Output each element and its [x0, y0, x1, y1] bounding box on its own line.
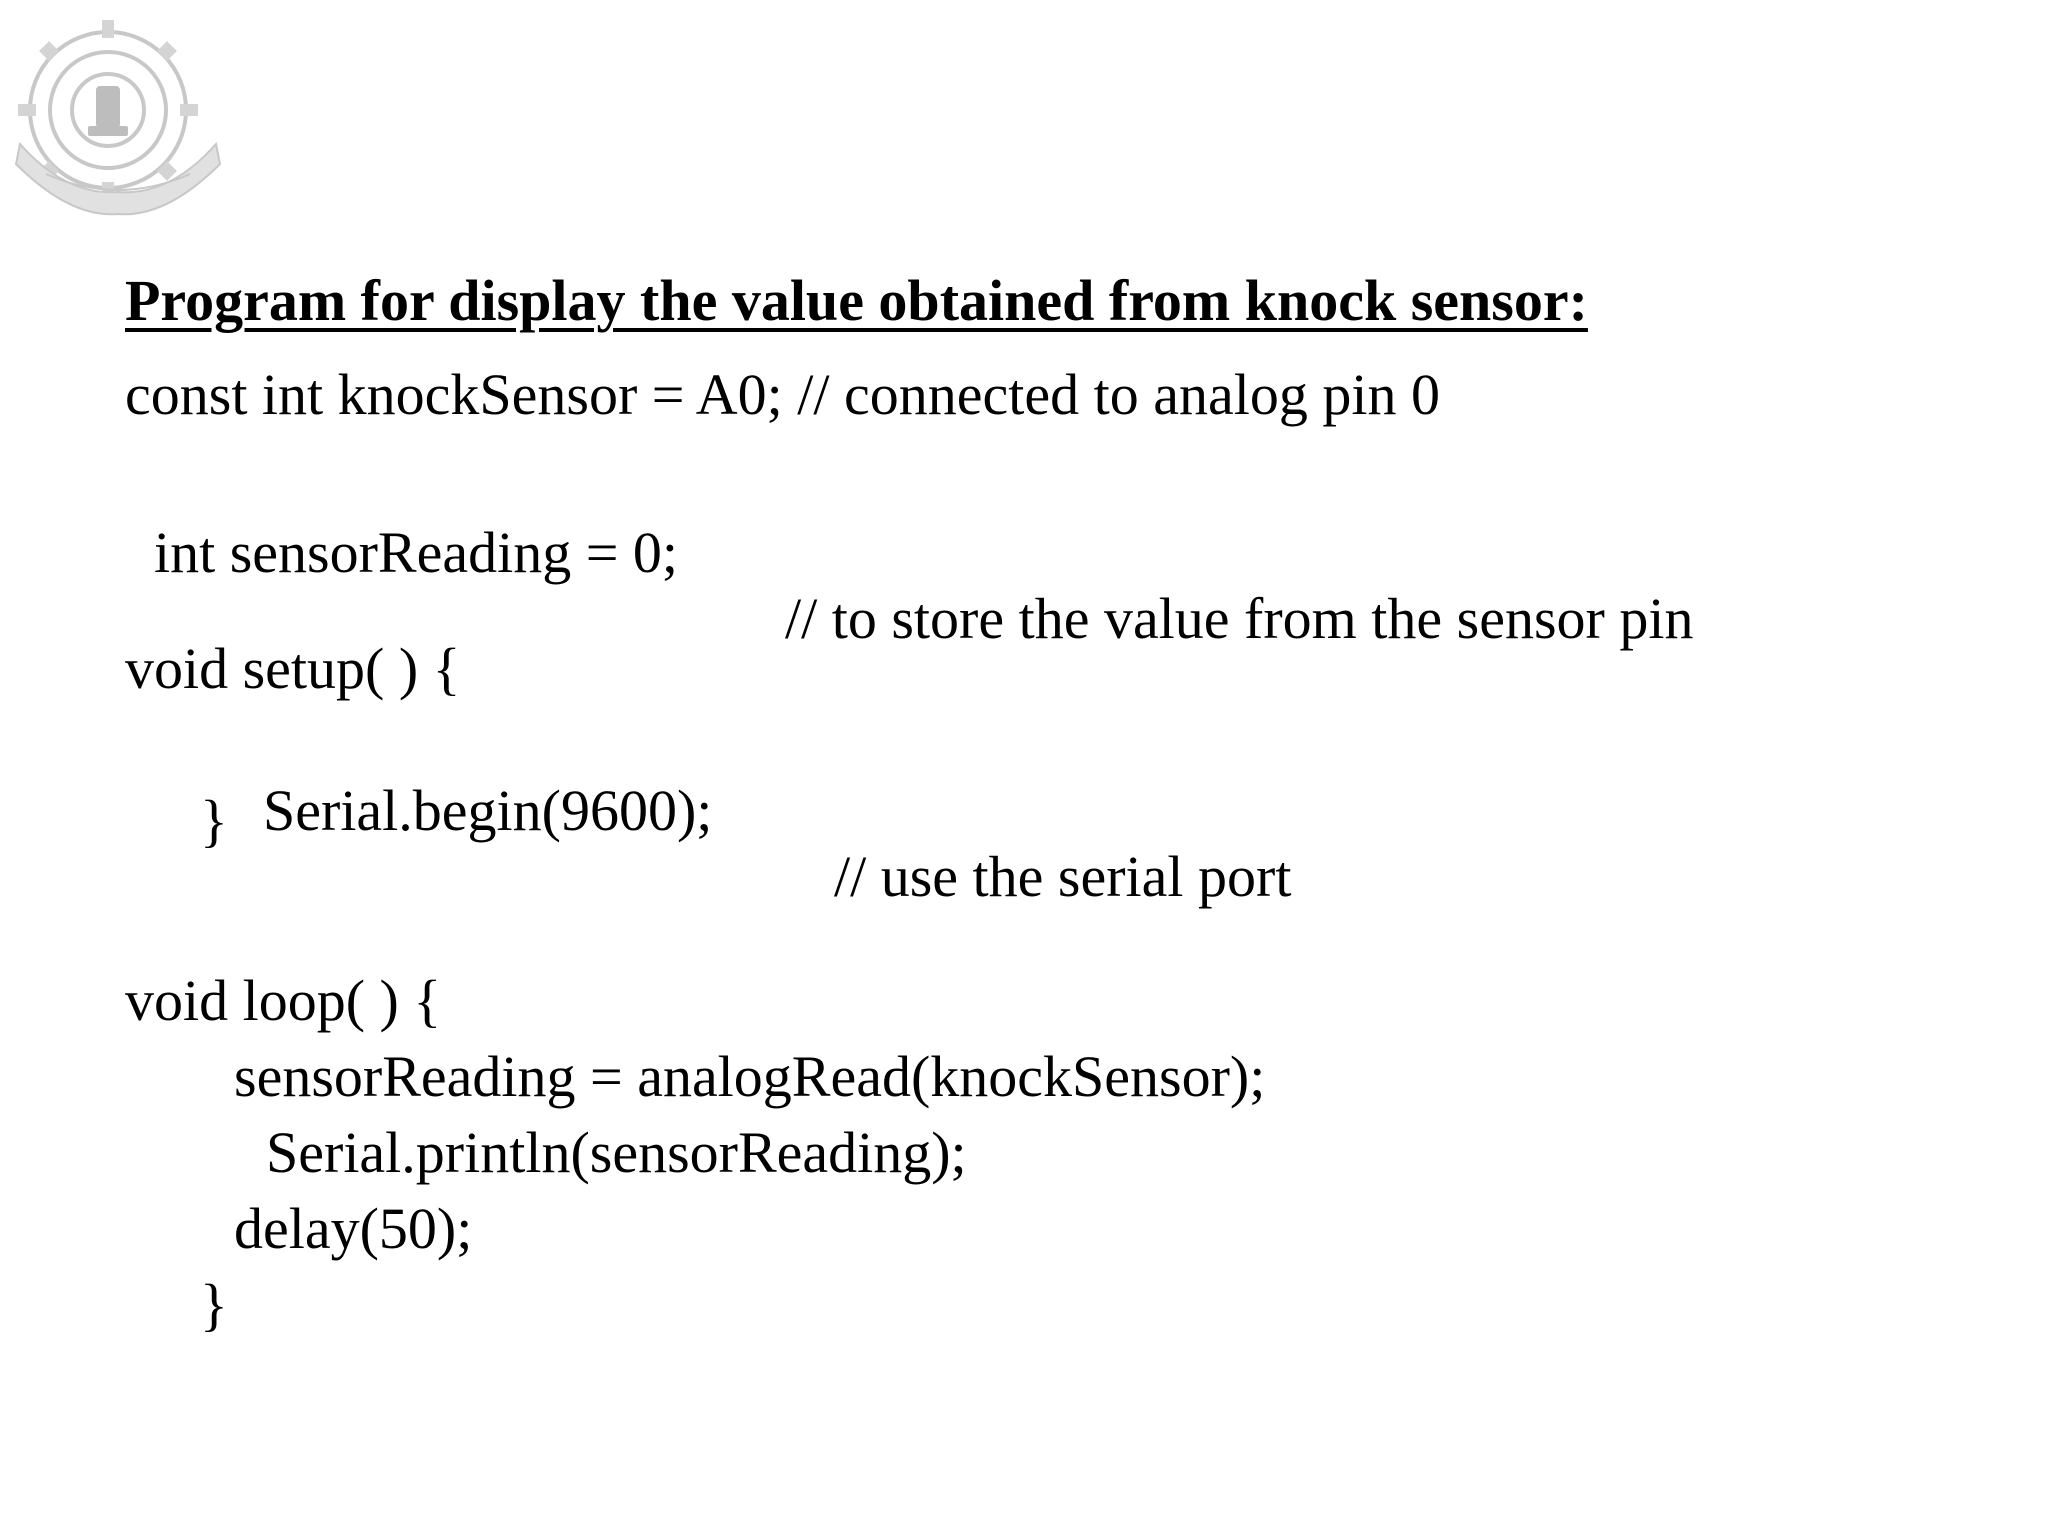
code-line-const: const int knockSensor = A0; // connected to analog pin 0	[125, 362, 1440, 427]
slide-heading: Program for display the value obtained from knock sensor:	[125, 268, 1588, 333]
code-line-setup: void setup( ) {	[125, 636, 461, 701]
code-line-serial-begin	[234, 712, 1292, 910]
code-line-serial-begin-statement: Serial.begin(9600);	[263, 778, 713, 843]
code-line-int-comment: // to store the value from the sensor pin	[785, 586, 1694, 651]
code-line-setup-close: }	[200, 788, 228, 853]
code-line-loop: void loop( ) {	[125, 968, 442, 1033]
code-line-loop-close: }	[200, 1272, 228, 1337]
code-line-delay: delay(50);	[234, 1196, 473, 1261]
code-line-println: Serial.println(sensorReading);	[266, 1120, 967, 1185]
code-line-int-statement: int sensorReading = 0;	[154, 520, 679, 585]
code-line-serial-begin-comment: // use the serial port	[834, 844, 1292, 909]
code-line-int	[125, 454, 1694, 652]
institution-seal-icon	[6, 14, 230, 224]
code-line-analog-read: sensorReading = analogRead(knockSensor);	[234, 1044, 1266, 1109]
